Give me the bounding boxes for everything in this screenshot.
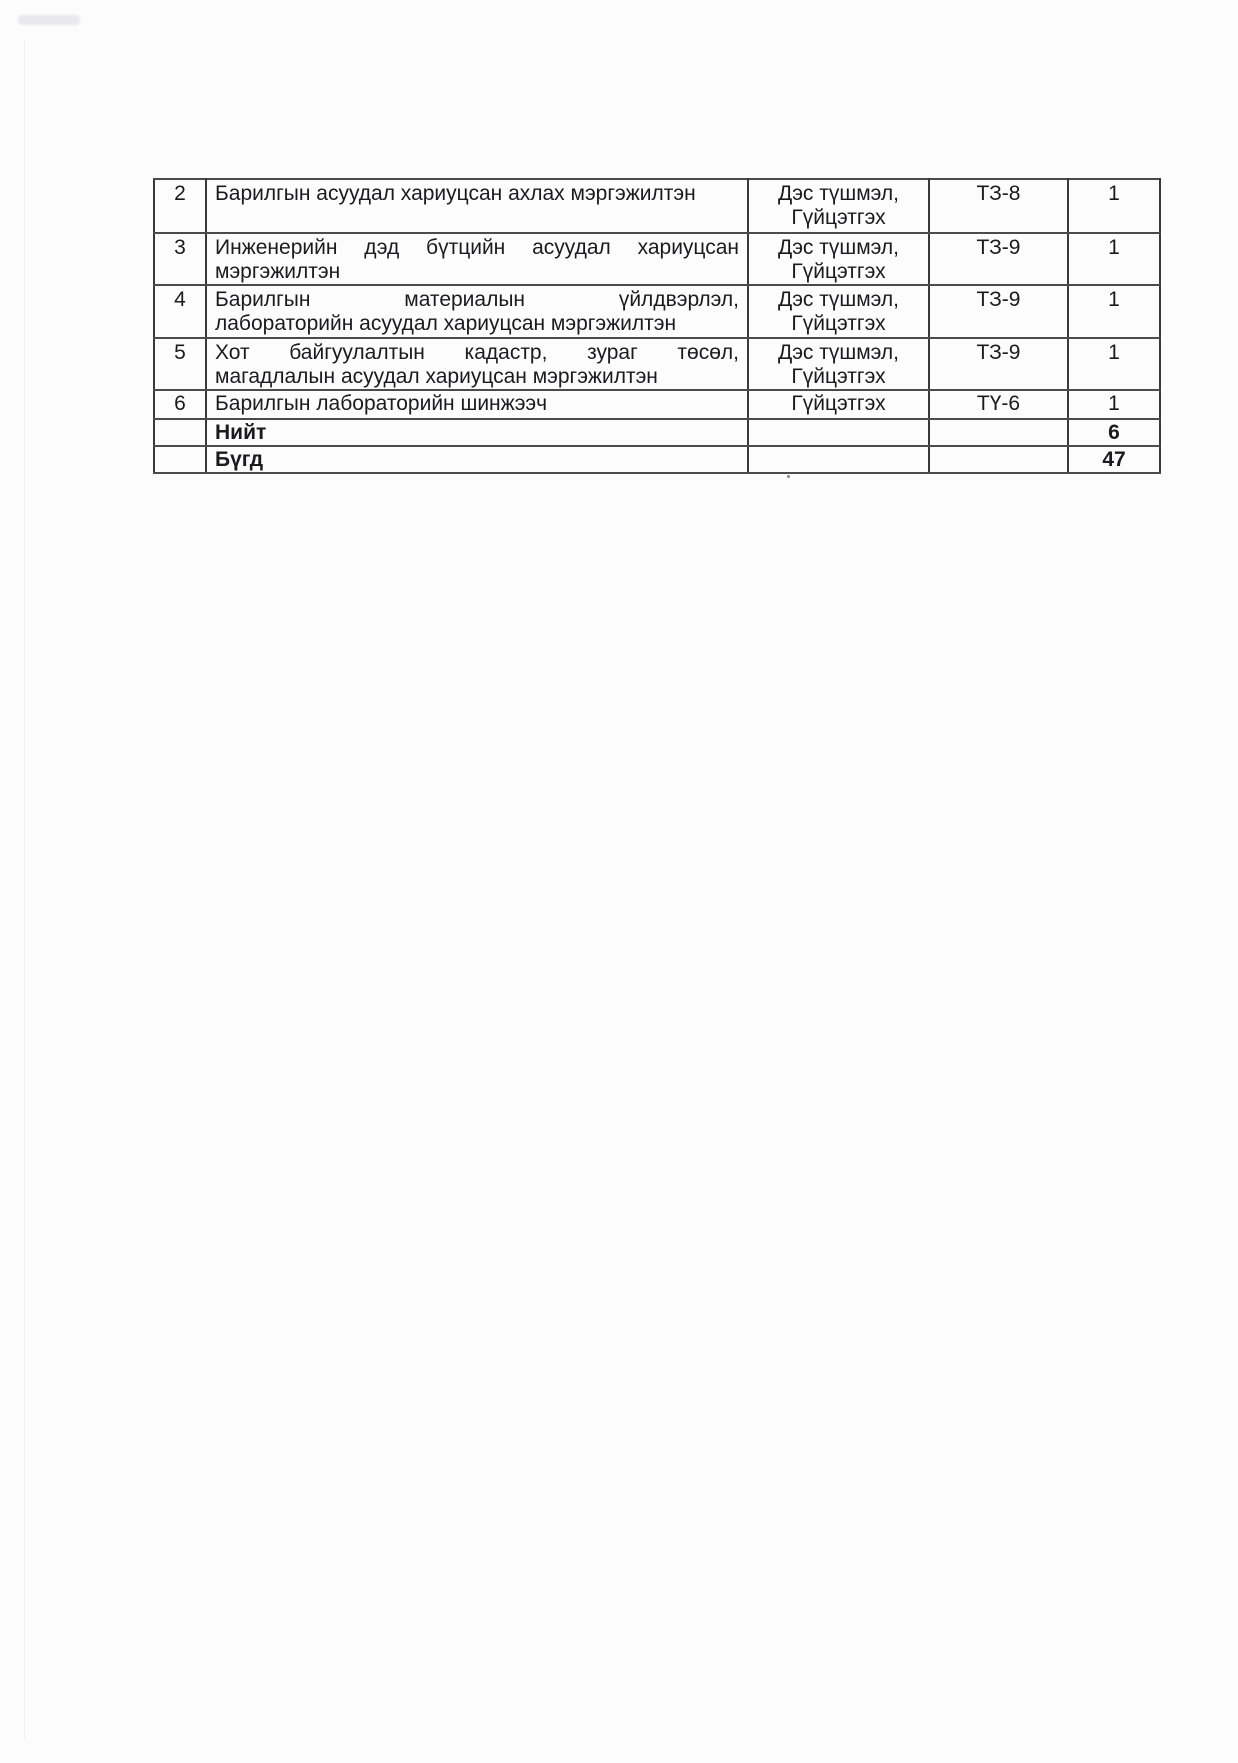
position-title-line: Барилгын лабораторийн шинжээч [215,392,548,415]
classification-line: Гүйцэтгэх [791,206,886,229]
classification-cell [748,419,929,446]
classification-cell [748,179,929,233]
position-title-line: Барилгын асуудал хариуцсан ахлах мэргэжилтэн [215,182,696,205]
headcount-cell: 1 [1068,390,1160,419]
position-title-cell [206,390,748,419]
staff-positions-table [153,178,1161,474]
headcount-cell: 1 [1068,179,1160,233]
classification-line: Дэс түшмэл, [777,236,900,259]
grade-cell: ТЗ-8 [929,179,1068,233]
grade-cell [929,446,1068,473]
table-row [154,233,1160,285]
row-number-cell: 3 [154,233,206,285]
classification-line: Гүйцэтгэх [791,260,886,283]
position-title-cell [206,179,748,233]
row-number-cell [154,419,206,446]
page-edge-shadow [24,40,25,1740]
classification-line: Гүйцэтгэх [791,312,886,335]
row-number-cell: 2 [154,179,206,233]
classification-cell [748,390,929,419]
position-title-line: Хот байгуулалтын кадастр, зураг төсөл, [215,341,739,364]
grade-cell: ТЗ-9 [929,233,1068,285]
grade-cell: ТЗ-9 [929,285,1068,338]
classification-line: Гүйцэтгэх [791,392,886,415]
classification-line: Дэс түшмэл, [777,288,900,311]
stray-ink-dot [787,475,790,478]
table-row [154,285,1160,338]
headcount-cell: 1 [1068,233,1160,285]
summary-row [154,446,1160,473]
summary-total-cell: 6 [1068,419,1160,446]
summary-total-cell: 47 [1068,446,1160,473]
row-number-cell: 5 [154,338,206,390]
headcount-cell: 1 [1068,285,1160,338]
position-title-line: Барилгын материалын үйлдвэрлэл, [215,288,739,311]
classification-line: Гүйцэтгэх [791,365,886,388]
position-title-line: магадлалын асуудал хариуцсан мэргэжилтэн [215,365,658,388]
grade-cell: ТҮ-6 [929,390,1068,419]
classification-line: Дэс түшмэл, [777,341,900,364]
classification-cell [748,338,929,390]
grade-cell: ТЗ-9 [929,338,1068,390]
scan-artifact-smudge [18,15,80,25]
row-number-cell: 6 [154,390,206,419]
grade-cell [929,419,1068,446]
row-number-cell [154,446,206,473]
position-title-line: Инженерийн дэд бүтцийн асуудал хариуцсан [215,236,739,259]
position-title-line: мэргэжилтэн [215,260,341,283]
table-row [154,179,1160,233]
classification-cell [748,233,929,285]
table-row [154,338,1160,390]
classification-line: Дэс түшмэл, [777,182,900,205]
position-title-line: лабораторийн асуудал хариуцсан мэргэжилтэн [215,312,677,335]
classification-cell [748,446,929,473]
summary-label-cell: Бүгд [206,446,748,473]
classification-cell [748,285,929,338]
headcount-cell: 1 [1068,338,1160,390]
row-number-cell: 4 [154,285,206,338]
position-title-cell [206,233,748,285]
summary-label-cell: Нийт [206,419,748,446]
summary-row [154,419,1160,446]
position-title-cell [206,338,748,390]
position-title-cell [206,285,748,338]
table-row [154,390,1160,419]
